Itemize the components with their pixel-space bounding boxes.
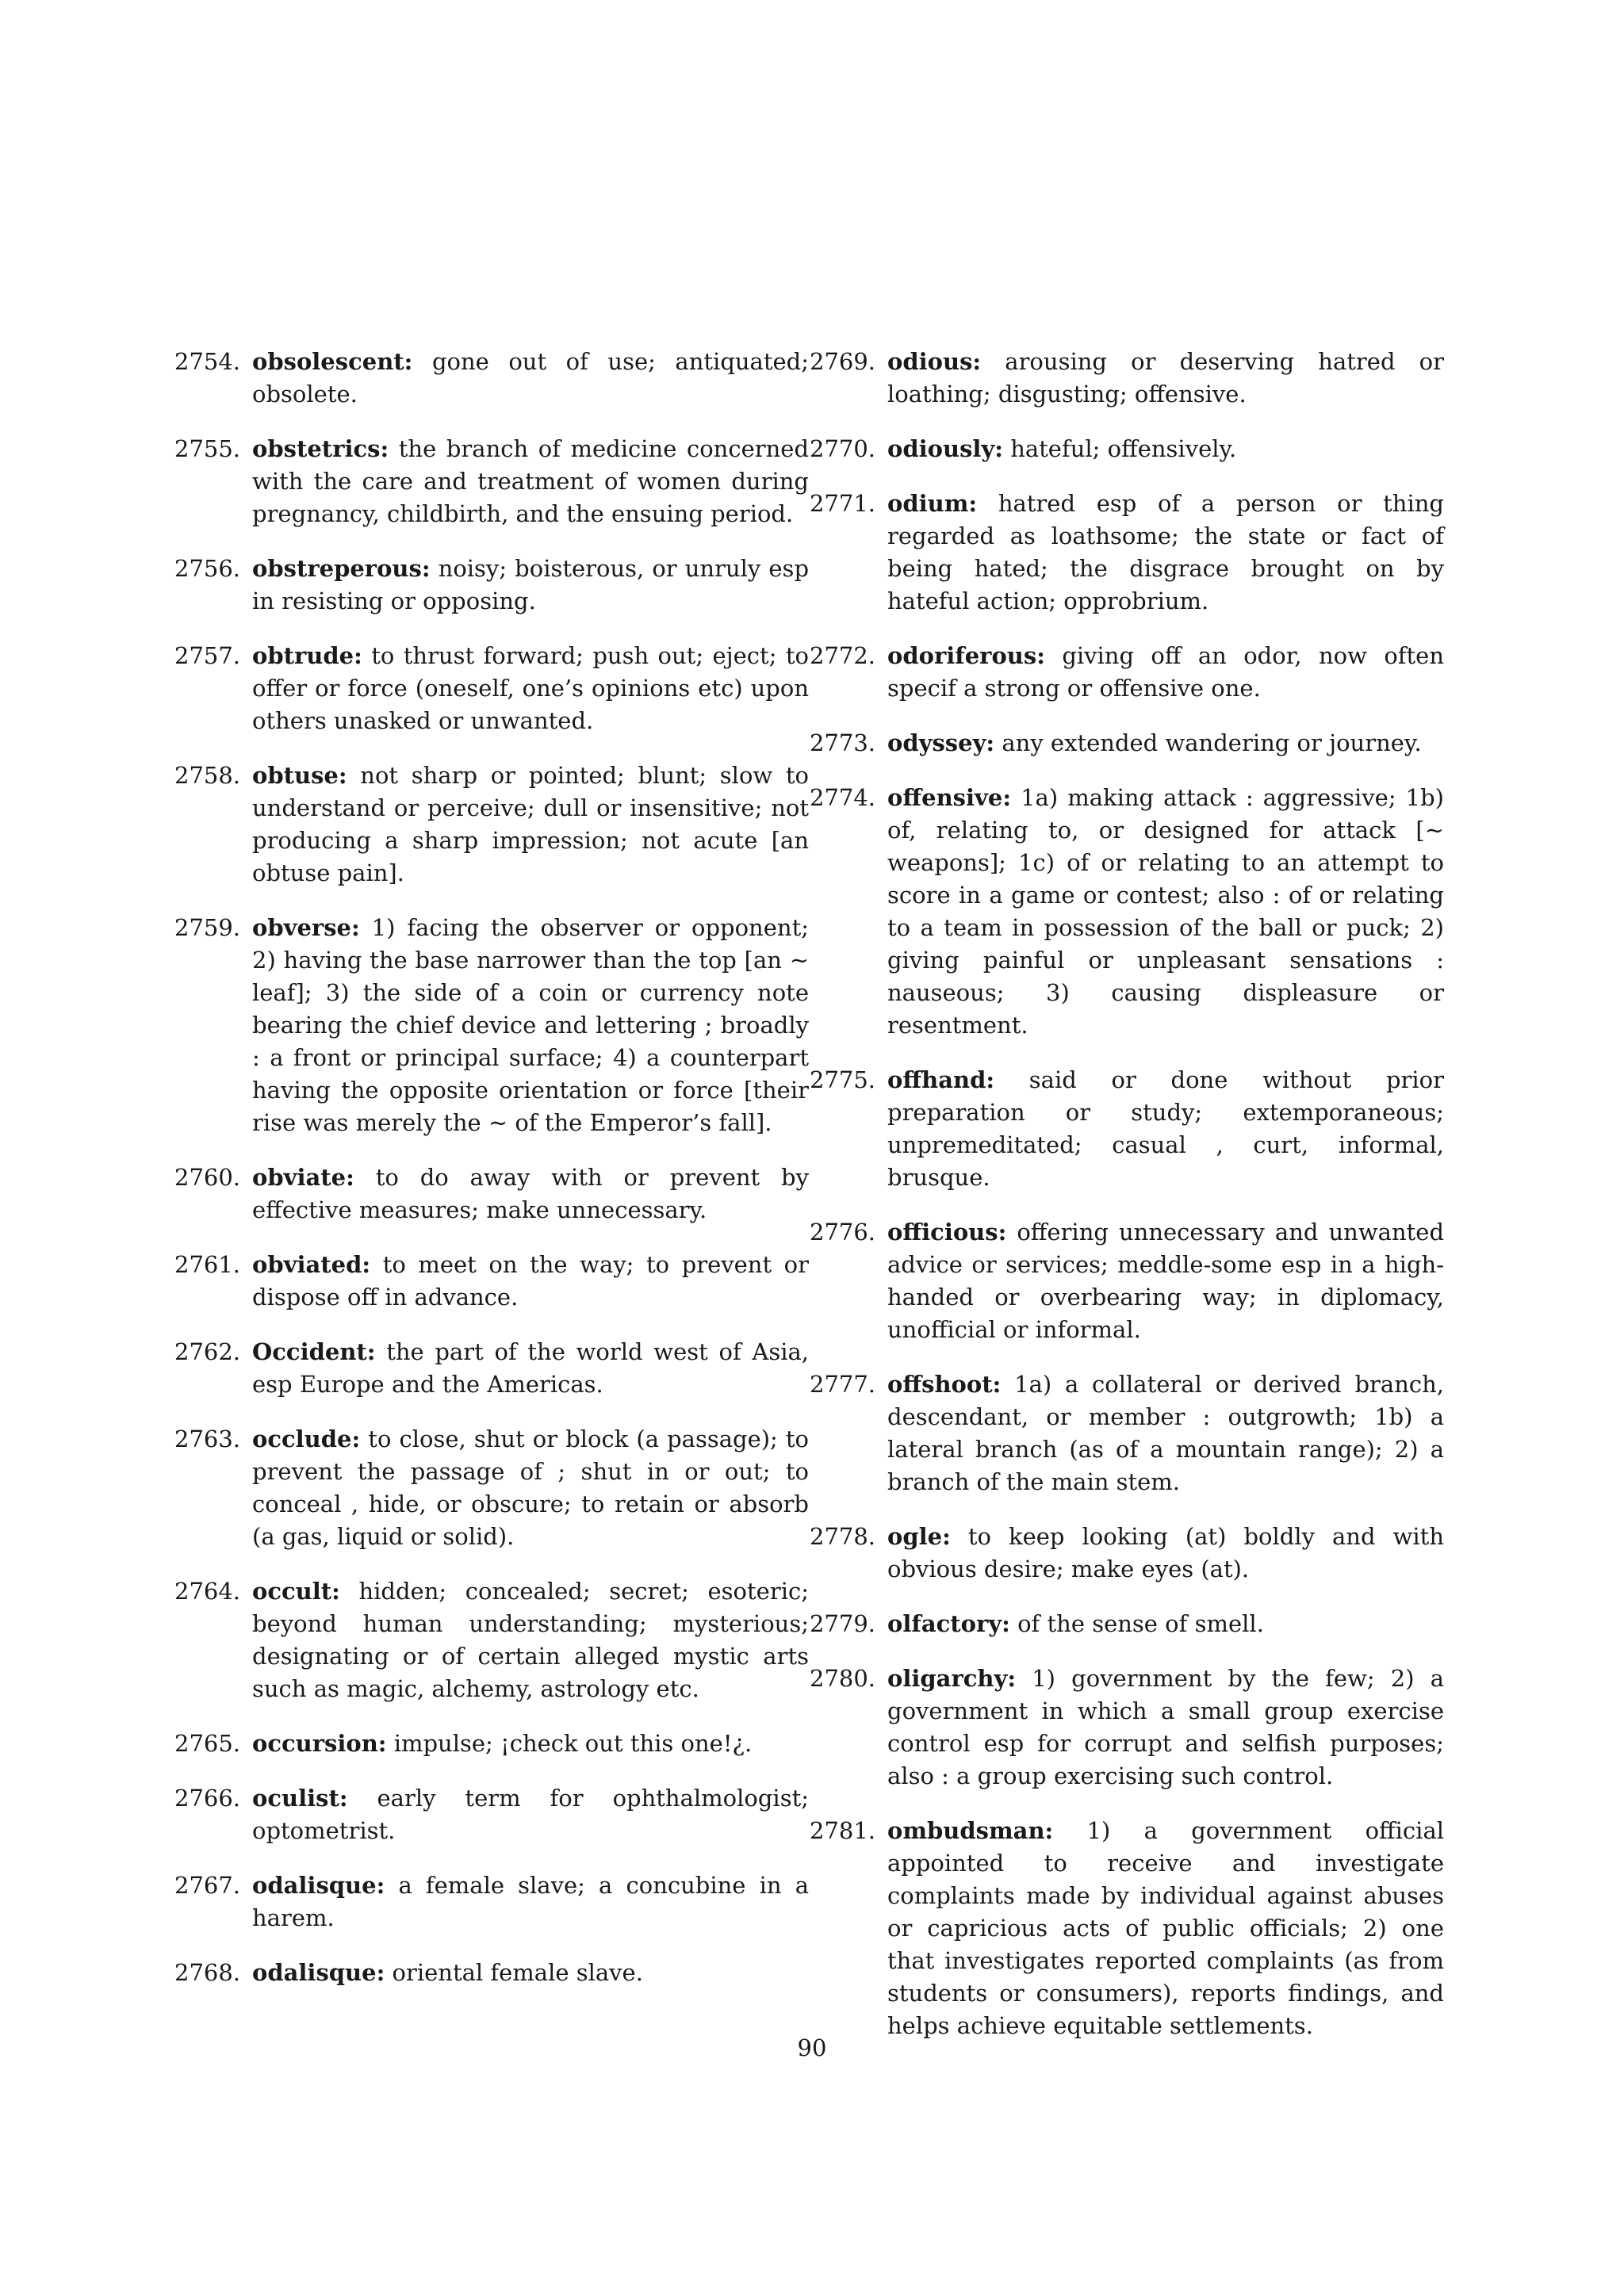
dictionary-entry bbox=[174, 1782, 809, 1847]
entry-number: 2765. bbox=[174, 1730, 241, 1757]
entry-definition: arousing or deserving hatred or loathing; disgusting; offensive. bbox=[887, 348, 1445, 408]
entry-number: 2766. bbox=[174, 1785, 241, 1812]
entry-number: 2764. bbox=[174, 1578, 241, 1605]
entry-definition: gone out of use; antiquated; obsolete. bbox=[252, 348, 810, 408]
dictionary-entry bbox=[174, 912, 809, 1139]
dictionary-entry bbox=[174, 760, 809, 890]
dictionary-entry bbox=[810, 727, 1444, 760]
entry-definition: hatred esp of a person or thing regarded as loathsome; the state or fact of being hated; the disgrace brought on by hateful action; opprobrium. bbox=[887, 490, 1444, 614]
entry-term: obtrude: bbox=[252, 642, 362, 669]
dictionary-entry bbox=[174, 553, 809, 618]
entry-number: 2769. bbox=[810, 348, 876, 375]
left-column bbox=[174, 346, 809, 2011]
dictionary-entry bbox=[810, 1608, 1444, 1640]
entry-term: ombudsman: bbox=[887, 1817, 1054, 1844]
entry-definition: to thrust forward; push out; eject; to offer or force (oneself, one’s opinions etc) upon others unasked or unwanted. bbox=[252, 642, 809, 734]
entry-number: 2758. bbox=[174, 762, 241, 789]
entry-definition: not sharp or pointed; blunt; slow to understand or perceive; dull or insensitive; not producing a sharp impression; not acute [an obtuse pain]. bbox=[252, 762, 810, 886]
entry-definition: giving off an odor, now often specif a strong or offensive one. bbox=[887, 642, 1445, 702]
entry-number: 2771. bbox=[810, 490, 876, 517]
dictionary-entry bbox=[174, 1161, 809, 1226]
entry-definition: to meet on the way; to prevent or dispose off in advance. bbox=[252, 1251, 809, 1311]
entry-term: odalisque: bbox=[252, 1959, 385, 1986]
dictionary-entry bbox=[810, 433, 1444, 465]
entry-definition: any extended wandering or journey. bbox=[1002, 729, 1422, 756]
entry-number: 2774. bbox=[810, 784, 876, 811]
entry-term: offensive: bbox=[887, 784, 1012, 811]
entry-term: offhand: bbox=[887, 1066, 995, 1093]
dictionary-entry bbox=[174, 1336, 809, 1401]
dictionary-entry bbox=[174, 640, 809, 737]
right-column bbox=[810, 346, 1444, 2064]
entry-definition: 1) government by the few; 2) a government in which a small group exercise control esp for corrupt and selfish purposes; also : a group exercising such control. bbox=[887, 1665, 1445, 1789]
dictionary-entry bbox=[810, 1216, 1444, 1346]
dictionary-entry bbox=[810, 640, 1444, 705]
entry-term: odalisque: bbox=[252, 1872, 385, 1899]
entry-number: 2755. bbox=[174, 435, 241, 462]
entry-definition: 1a) making attack : aggressive; 1b) of, relating to, or designed for attack [∼ weapons]; 1c) of or relating to an attempt to score in a game or contest; also : of or relating to a team in possession of the ball or puck; 2) giving painful or unpleasant sensations : nauseous; 3) causing displeasure or resentment. bbox=[887, 784, 1445, 1039]
dictionary-entry bbox=[810, 782, 1444, 1042]
entry-definition: of the sense of smell. bbox=[1017, 1610, 1264, 1637]
page-number: 90 bbox=[797, 2034, 827, 2061]
entry-number: 2780. bbox=[810, 1665, 876, 1692]
entry-term: odium: bbox=[887, 490, 978, 517]
entry-definition: 1a) a collateral or derived branch, descendant, or member : outgrowth; 1b) a lateral branch (as of a mountain range); 2) a branch of the main stem. bbox=[887, 1371, 1445, 1495]
entry-term: odious: bbox=[887, 348, 982, 375]
dictionary-entry bbox=[810, 1064, 1444, 1194]
entry-term: occlude: bbox=[252, 1425, 361, 1452]
entry-number: 2776. bbox=[810, 1219, 876, 1246]
dictionary-entry bbox=[174, 1957, 809, 1989]
dictionary-entry bbox=[174, 1728, 809, 1760]
entry-number: 2767. bbox=[174, 1872, 241, 1899]
entry-term: odyssey: bbox=[887, 729, 995, 756]
dictionary-entry bbox=[810, 1663, 1444, 1793]
dictionary-entry bbox=[174, 1869, 809, 1934]
entry-number: 2762. bbox=[174, 1338, 241, 1365]
entry-number: 2768. bbox=[174, 1959, 241, 1986]
entry-term: oculist: bbox=[252, 1785, 348, 1812]
entry-number: 2763. bbox=[174, 1425, 241, 1452]
entry-term: obsolescent: bbox=[252, 348, 413, 375]
entry-term: offshoot: bbox=[887, 1371, 1002, 1398]
entry-number: 2772. bbox=[810, 642, 876, 669]
entry-term: occursion: bbox=[252, 1730, 387, 1757]
entry-number: 2761. bbox=[174, 1251, 241, 1278]
entry-term: obviate: bbox=[252, 1164, 354, 1191]
entry-definition: oriental female slave. bbox=[392, 1959, 643, 1986]
entry-term: odoriferous: bbox=[887, 642, 1045, 669]
entry-number: 2773. bbox=[810, 729, 876, 756]
entry-definition: hidden; concealed; secret; esoteric; beyond human understanding; mysterious; designating or of certain alleged mystic arts such as magic, alchemy, astrology etc. bbox=[252, 1578, 809, 1702]
entry-term: officious: bbox=[887, 1219, 1007, 1246]
dictionary-entry bbox=[810, 1368, 1444, 1498]
entry-definition: 1) facing the observer or opponent; 2) having the base narrower than the top [an ∼ leaf]; 3) the side of a coin or currency note bearing the chief device and lettering ; broadly : a front or principal surface; 4) a counterpart having the opposite orientation or force [their rise was merely the ∼ of the Emperor’s fall]. bbox=[252, 914, 809, 1136]
entry-number: 2781. bbox=[810, 1817, 876, 1844]
entry-number: 2754. bbox=[174, 348, 241, 375]
dictionary-entry bbox=[174, 1249, 809, 1314]
entry-number: 2757. bbox=[174, 642, 241, 669]
entry-number: 2778. bbox=[810, 1523, 876, 1550]
dictionary-entry bbox=[810, 1815, 1444, 2042]
entry-definition: impulse; ¡check out this one!¿. bbox=[393, 1730, 753, 1757]
entry-term: olfactory: bbox=[887, 1610, 1010, 1637]
entry-number: 2770. bbox=[810, 435, 876, 462]
entry-definition: the part of the world west of Asia, esp Europe and the Americas. bbox=[252, 1338, 809, 1398]
entry-term: obverse: bbox=[252, 914, 360, 941]
entry-definition: 1) a government official appointed to receive and investigate complaints made by individual against abuses or capricious acts of public officials; 2) one that investigates reported complaints (as from students or consumers), reports findings, and helps achieve equitable settlements. bbox=[887, 1817, 1445, 2039]
entry-term: oligarchy: bbox=[887, 1665, 1017, 1692]
dictionary-entry bbox=[810, 346, 1444, 411]
entry-term: obstetrics: bbox=[252, 435, 389, 462]
entry-definition: noisy; boisterous, or unruly esp in resisting or opposing. bbox=[252, 555, 810, 614]
entry-term: obstreperous: bbox=[252, 555, 431, 582]
entry-number: 2775. bbox=[810, 1066, 876, 1093]
entry-definition: hateful; offensively. bbox=[1010, 435, 1237, 462]
entry-number: 2779. bbox=[810, 1610, 876, 1637]
entry-term: Occident: bbox=[252, 1338, 376, 1365]
dictionary-entry bbox=[174, 346, 809, 411]
entry-term: ogle: bbox=[887, 1523, 951, 1550]
entry-term: odiously: bbox=[887, 435, 1003, 462]
entry-number: 2760. bbox=[174, 1164, 241, 1191]
dictionary-entry bbox=[174, 1423, 809, 1553]
dictionary-entry bbox=[174, 433, 809, 530]
entry-definition: to close, shut or block (a passage); to prevent the passage of ; shut in or out; to conceal , hide, or obscure; to retain or absorb (a gas, liquid or solid). bbox=[252, 1425, 810, 1550]
entry-number: 2777. bbox=[810, 1371, 876, 1398]
entry-definition: the branch of medicine concerned with the care and treatment of women during pregnancy, childbirth, and the ensuing period. bbox=[252, 435, 810, 527]
entry-definition: said or done without prior preparation or study; extemporaneous; unpremeditated; casual , curt, informal, brusque. bbox=[887, 1066, 1445, 1191]
entry-number: 2759. bbox=[174, 914, 241, 941]
entry-definition: early term for ophthalmologist; optometrist. bbox=[252, 1785, 809, 1844]
entry-term: obtuse: bbox=[252, 762, 347, 789]
dictionary-entry bbox=[810, 488, 1444, 618]
entry-term: occult: bbox=[252, 1578, 340, 1605]
entry-definition: to keep looking (at) boldly and with obvious desire; make eyes (at). bbox=[887, 1523, 1445, 1582]
entry-term: obviated: bbox=[252, 1251, 371, 1278]
dictionary-entry bbox=[810, 1521, 1444, 1586]
entry-definition: offering unnecessary and unwanted advice or services; meddle-some esp in a high-handed or overbearing way; in diplomacy, unofficial or informal. bbox=[887, 1219, 1445, 1343]
entry-number: 2756. bbox=[174, 555, 241, 582]
entry-definition: to do away with or prevent by effective measures; make unnecessary. bbox=[252, 1164, 809, 1223]
dictionary-entry bbox=[174, 1575, 809, 1705]
entry-definition: a female slave; a concubine in a harem. bbox=[252, 1872, 810, 1931]
